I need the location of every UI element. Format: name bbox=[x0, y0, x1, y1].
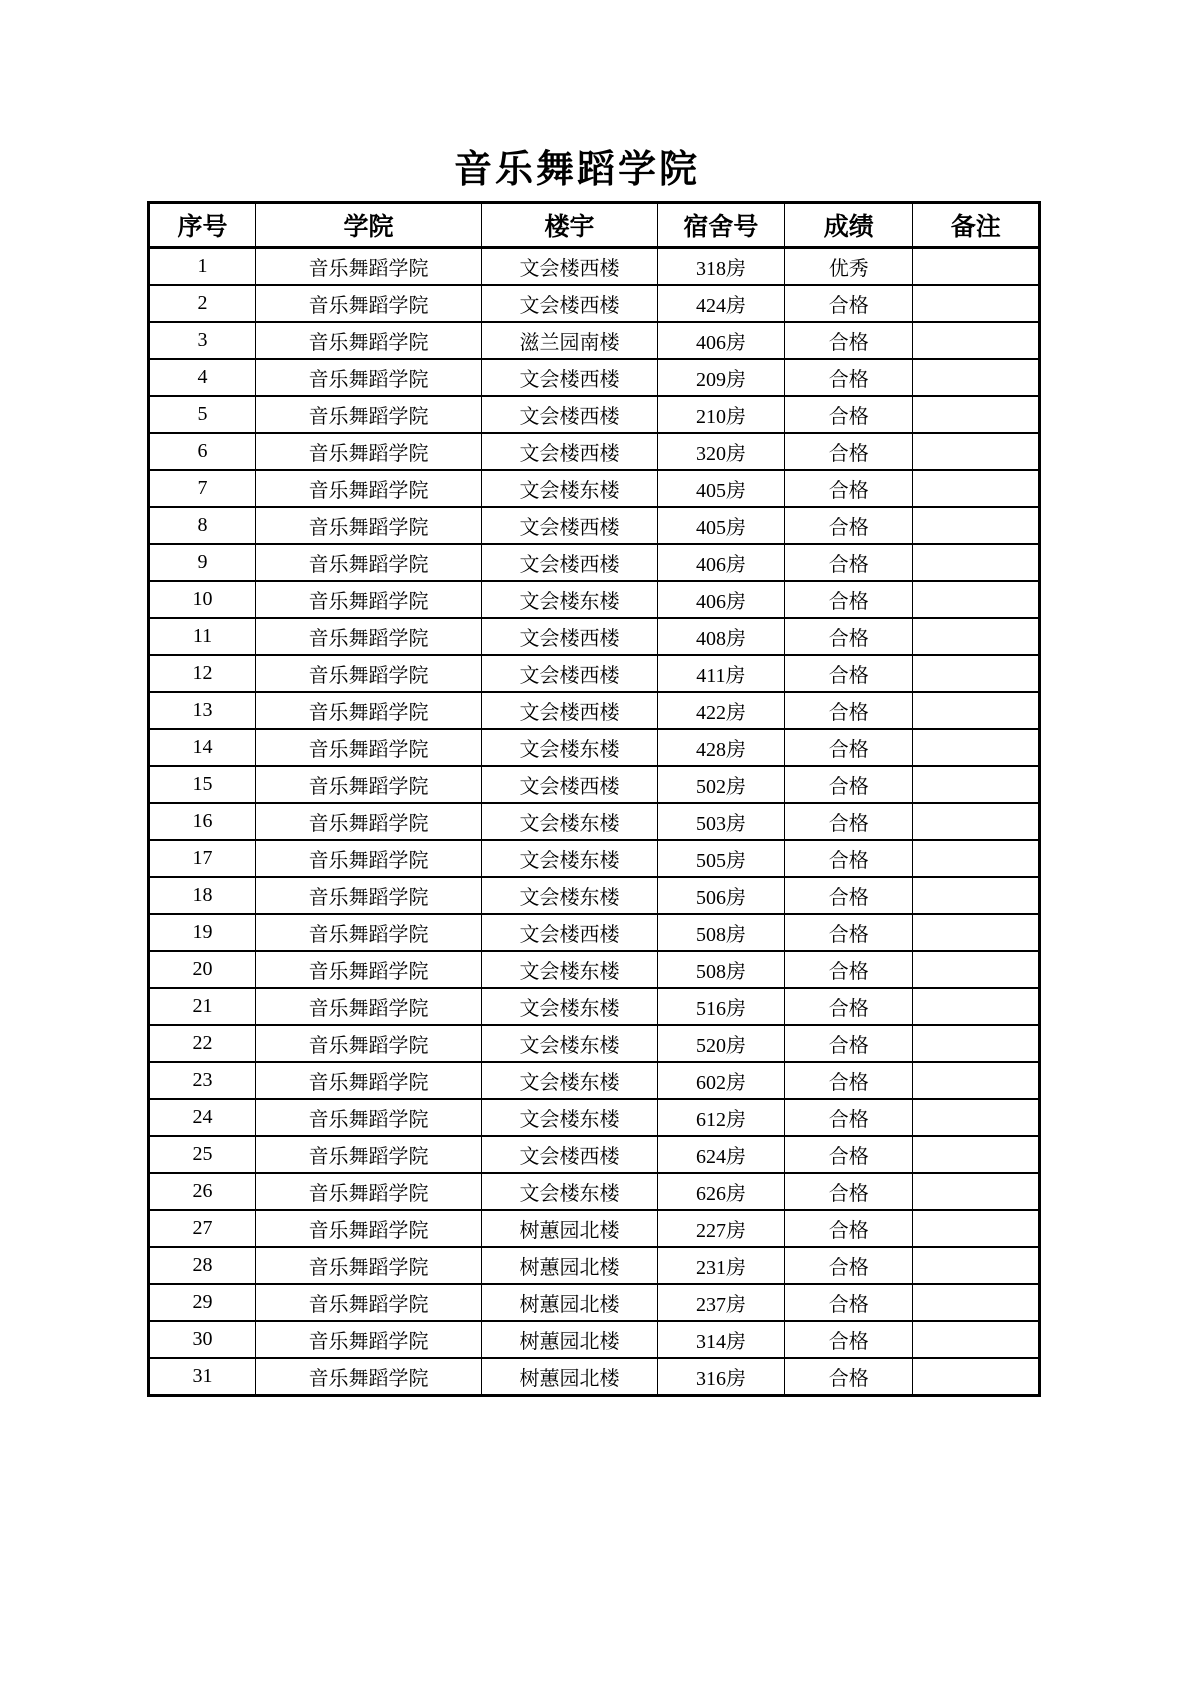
table-header-row bbox=[149, 203, 1040, 248]
cell-index: 23 bbox=[149, 1062, 256, 1099]
column-header-building: 楼宇 bbox=[482, 203, 658, 248]
table-row bbox=[149, 729, 1040, 766]
cell-index: 29 bbox=[149, 1284, 256, 1321]
cell-index: 12 bbox=[149, 655, 256, 692]
cell-building: 文会楼西楼 bbox=[482, 248, 658, 286]
cell-room: 209房 bbox=[657, 359, 784, 396]
cell-remark bbox=[913, 1284, 1040, 1321]
table-row bbox=[149, 322, 1040, 359]
cell-grade: 优秀 bbox=[785, 248, 913, 286]
cell-remark bbox=[913, 1321, 1040, 1358]
cell-college: 音乐舞蹈学院 bbox=[255, 1062, 481, 1099]
cell-college: 音乐舞蹈学院 bbox=[255, 729, 481, 766]
cell-building: 文会楼东楼 bbox=[482, 1099, 658, 1136]
cell-college: 音乐舞蹈学院 bbox=[255, 618, 481, 655]
table-row bbox=[149, 1247, 1040, 1284]
cell-college: 音乐舞蹈学院 bbox=[255, 988, 481, 1025]
cell-college: 音乐舞蹈学院 bbox=[255, 285, 481, 322]
cell-index: 16 bbox=[149, 803, 256, 840]
cell-college: 音乐舞蹈学院 bbox=[255, 507, 481, 544]
cell-building: 文会楼西楼 bbox=[482, 618, 658, 655]
cell-room: 406房 bbox=[657, 581, 784, 618]
cell-building: 文会楼西楼 bbox=[482, 507, 658, 544]
cell-remark bbox=[913, 951, 1040, 988]
cell-building: 树蕙园北楼 bbox=[482, 1358, 658, 1396]
cell-room: 505房 bbox=[657, 840, 784, 877]
table-row bbox=[149, 470, 1040, 507]
column-header-remark: 备注 bbox=[913, 203, 1040, 248]
cell-index: 27 bbox=[149, 1210, 256, 1247]
cell-index: 6 bbox=[149, 433, 256, 470]
cell-room: 320房 bbox=[657, 433, 784, 470]
cell-building: 滋兰园南楼 bbox=[482, 322, 658, 359]
cell-grade: 合格 bbox=[785, 1247, 913, 1284]
cell-college: 音乐舞蹈学院 bbox=[255, 1321, 481, 1358]
cell-grade: 合格 bbox=[785, 692, 913, 729]
cell-index: 20 bbox=[149, 951, 256, 988]
table-row bbox=[149, 581, 1040, 618]
page-title: 音乐舞蹈学院 bbox=[453, 149, 700, 191]
cell-remark bbox=[913, 914, 1040, 951]
cell-grade: 合格 bbox=[785, 729, 913, 766]
cell-grade: 合格 bbox=[785, 1025, 913, 1062]
cell-index: 25 bbox=[149, 1136, 256, 1173]
table-row bbox=[149, 396, 1040, 433]
cell-room: 506房 bbox=[657, 877, 784, 914]
cell-building: 树蕙园北楼 bbox=[482, 1284, 658, 1321]
cell-room: 314房 bbox=[657, 1321, 784, 1358]
cell-room: 408房 bbox=[657, 618, 784, 655]
cell-grade: 合格 bbox=[785, 1173, 913, 1210]
cell-remark bbox=[913, 692, 1040, 729]
table-row bbox=[149, 877, 1040, 914]
cell-building: 文会楼西楼 bbox=[482, 655, 658, 692]
column-header-room: 宿舍号 bbox=[657, 203, 784, 248]
cell-index: 18 bbox=[149, 877, 256, 914]
cell-room: 406房 bbox=[657, 322, 784, 359]
cell-grade: 合格 bbox=[785, 433, 913, 470]
cell-room: 210房 bbox=[657, 396, 784, 433]
cell-college: 音乐舞蹈学院 bbox=[255, 951, 481, 988]
cell-remark bbox=[913, 248, 1040, 286]
cell-remark bbox=[913, 1173, 1040, 1210]
cell-index: 21 bbox=[149, 988, 256, 1025]
cell-remark bbox=[913, 470, 1040, 507]
cell-grade: 合格 bbox=[785, 840, 913, 877]
cell-college: 音乐舞蹈学院 bbox=[255, 1210, 481, 1247]
cell-grade: 合格 bbox=[785, 1136, 913, 1173]
cell-college: 音乐舞蹈学院 bbox=[255, 1136, 481, 1173]
cell-remark bbox=[913, 766, 1040, 803]
cell-building: 文会楼西楼 bbox=[482, 692, 658, 729]
cell-building: 文会楼东楼 bbox=[482, 1062, 658, 1099]
cell-grade: 合格 bbox=[785, 1210, 913, 1247]
table-row bbox=[149, 1173, 1040, 1210]
cell-college: 音乐舞蹈学院 bbox=[255, 396, 481, 433]
cell-room: 508房 bbox=[657, 951, 784, 988]
cell-building: 文会楼西楼 bbox=[482, 359, 658, 396]
table-row bbox=[149, 1062, 1040, 1099]
cell-building: 文会楼东楼 bbox=[482, 877, 658, 914]
cell-room: 406房 bbox=[657, 544, 784, 581]
cell-remark bbox=[913, 507, 1040, 544]
cell-remark bbox=[913, 988, 1040, 1025]
cell-building: 树蕙园北楼 bbox=[482, 1247, 658, 1284]
cell-remark bbox=[913, 285, 1040, 322]
table-row bbox=[149, 359, 1040, 396]
cell-remark bbox=[913, 840, 1040, 877]
cell-room: 626房 bbox=[657, 1173, 784, 1210]
table-row bbox=[149, 1025, 1040, 1062]
cell-college: 音乐舞蹈学院 bbox=[255, 544, 481, 581]
cell-index: 24 bbox=[149, 1099, 256, 1136]
cell-index: 5 bbox=[149, 396, 256, 433]
table-row bbox=[149, 766, 1040, 803]
cell-building: 文会楼西楼 bbox=[482, 396, 658, 433]
cell-college: 音乐舞蹈学院 bbox=[255, 914, 481, 951]
table-row bbox=[149, 914, 1040, 951]
column-header-index: 序号 bbox=[149, 203, 256, 248]
cell-grade: 合格 bbox=[785, 1321, 913, 1358]
cell-room: 508房 bbox=[657, 914, 784, 951]
table-row bbox=[149, 1321, 1040, 1358]
cell-college: 音乐舞蹈学院 bbox=[255, 840, 481, 877]
table-row bbox=[149, 248, 1040, 286]
cell-index: 30 bbox=[149, 1321, 256, 1358]
cell-grade: 合格 bbox=[785, 655, 913, 692]
cell-grade: 合格 bbox=[785, 322, 913, 359]
table-row bbox=[149, 1358, 1040, 1396]
table-row bbox=[149, 285, 1040, 322]
cell-grade: 合格 bbox=[785, 544, 913, 581]
cell-index: 28 bbox=[149, 1247, 256, 1284]
cell-room: 520房 bbox=[657, 1025, 784, 1062]
cell-building: 文会楼西楼 bbox=[482, 544, 658, 581]
cell-college: 音乐舞蹈学院 bbox=[255, 1284, 481, 1321]
table-row bbox=[149, 1210, 1040, 1247]
cell-building: 树蕙园北楼 bbox=[482, 1321, 658, 1358]
cell-remark bbox=[913, 1136, 1040, 1173]
cell-room: 411房 bbox=[657, 655, 784, 692]
cell-grade: 合格 bbox=[785, 914, 913, 951]
cell-room: 231房 bbox=[657, 1247, 784, 1284]
cell-index: 9 bbox=[149, 544, 256, 581]
cell-remark bbox=[913, 433, 1040, 470]
cell-college: 音乐舞蹈学院 bbox=[255, 433, 481, 470]
cell-building: 文会楼东楼 bbox=[482, 581, 658, 618]
cell-room: 502房 bbox=[657, 766, 784, 803]
cell-room: 602房 bbox=[657, 1062, 784, 1099]
cell-room: 424房 bbox=[657, 285, 784, 322]
cell-index: 2 bbox=[149, 285, 256, 322]
cell-remark bbox=[913, 581, 1040, 618]
cell-building: 文会楼西楼 bbox=[482, 1136, 658, 1173]
cell-index: 22 bbox=[149, 1025, 256, 1062]
cell-grade: 合格 bbox=[785, 988, 913, 1025]
cell-room: 428房 bbox=[657, 729, 784, 766]
cell-room: 316房 bbox=[657, 1358, 784, 1396]
cell-remark bbox=[913, 729, 1040, 766]
cell-college: 音乐舞蹈学院 bbox=[255, 359, 481, 396]
table-body bbox=[149, 248, 1040, 1396]
cell-building: 文会楼东楼 bbox=[482, 1173, 658, 1210]
cell-building: 树蕙园北楼 bbox=[482, 1210, 658, 1247]
cell-room: 503房 bbox=[657, 803, 784, 840]
cell-remark bbox=[913, 1025, 1040, 1062]
cell-room: 237房 bbox=[657, 1284, 784, 1321]
cell-room: 612房 bbox=[657, 1099, 784, 1136]
cell-remark bbox=[913, 1358, 1040, 1396]
cell-college: 音乐舞蹈学院 bbox=[255, 581, 481, 618]
cell-remark bbox=[913, 803, 1040, 840]
cell-remark bbox=[913, 877, 1040, 914]
cell-remark bbox=[913, 618, 1040, 655]
cell-index: 17 bbox=[149, 840, 256, 877]
cell-grade: 合格 bbox=[785, 359, 913, 396]
table-row bbox=[149, 1136, 1040, 1173]
cell-college: 音乐舞蹈学院 bbox=[255, 248, 481, 286]
cell-building: 文会楼西楼 bbox=[482, 914, 658, 951]
cell-college: 音乐舞蹈学院 bbox=[255, 322, 481, 359]
cell-room: 624房 bbox=[657, 1136, 784, 1173]
cell-room: 227房 bbox=[657, 1210, 784, 1247]
cell-college: 音乐舞蹈学院 bbox=[255, 1099, 481, 1136]
cell-building: 文会楼西楼 bbox=[482, 433, 658, 470]
cell-room: 516房 bbox=[657, 988, 784, 1025]
table-row bbox=[149, 655, 1040, 692]
cell-college: 音乐舞蹈学院 bbox=[255, 655, 481, 692]
cell-grade: 合格 bbox=[785, 1062, 913, 1099]
table-row bbox=[149, 1099, 1040, 1136]
table-row bbox=[149, 433, 1040, 470]
cell-index: 26 bbox=[149, 1173, 256, 1210]
cell-college: 音乐舞蹈学院 bbox=[255, 766, 481, 803]
cell-remark bbox=[913, 655, 1040, 692]
cell-college: 音乐舞蹈学院 bbox=[255, 1358, 481, 1396]
cell-grade: 合格 bbox=[785, 1284, 913, 1321]
table-row bbox=[149, 507, 1040, 544]
cell-index: 15 bbox=[149, 766, 256, 803]
cell-remark bbox=[913, 1210, 1040, 1247]
cell-grade: 合格 bbox=[785, 766, 913, 803]
table-row bbox=[149, 618, 1040, 655]
cell-building: 文会楼东楼 bbox=[482, 1025, 658, 1062]
cell-room: 318房 bbox=[657, 248, 784, 286]
cell-index: 1 bbox=[149, 248, 256, 286]
cell-college: 音乐舞蹈学院 bbox=[255, 470, 481, 507]
cell-remark bbox=[913, 544, 1040, 581]
cell-grade: 合格 bbox=[785, 1099, 913, 1136]
cell-grade: 合格 bbox=[785, 470, 913, 507]
cell-building: 文会楼东楼 bbox=[482, 840, 658, 877]
cell-remark bbox=[913, 1247, 1040, 1284]
cell-building: 文会楼西楼 bbox=[482, 766, 658, 803]
cell-room: 405房 bbox=[657, 507, 784, 544]
cell-grade: 合格 bbox=[785, 581, 913, 618]
cell-building: 文会楼东楼 bbox=[482, 729, 658, 766]
cell-remark bbox=[913, 1099, 1040, 1136]
cell-college: 音乐舞蹈学院 bbox=[255, 1247, 481, 1284]
cell-room: 405房 bbox=[657, 470, 784, 507]
cell-index: 8 bbox=[149, 507, 256, 544]
cell-index: 4 bbox=[149, 359, 256, 396]
table-row bbox=[149, 840, 1040, 877]
cell-index: 7 bbox=[149, 470, 256, 507]
cell-index: 10 bbox=[149, 581, 256, 618]
cell-remark bbox=[913, 396, 1040, 433]
cell-grade: 合格 bbox=[785, 396, 913, 433]
column-header-college: 学院 bbox=[255, 203, 481, 248]
cell-building: 文会楼东楼 bbox=[482, 988, 658, 1025]
cell-index: 3 bbox=[149, 322, 256, 359]
column-header-grade: 成绩 bbox=[785, 203, 913, 248]
cell-building: 文会楼东楼 bbox=[482, 470, 658, 507]
cell-grade: 合格 bbox=[785, 618, 913, 655]
table-row bbox=[149, 803, 1040, 840]
table-row bbox=[149, 1284, 1040, 1321]
cell-college: 音乐舞蹈学院 bbox=[255, 692, 481, 729]
cell-grade: 合格 bbox=[785, 951, 913, 988]
cell-remark bbox=[913, 1062, 1040, 1099]
table-row bbox=[149, 544, 1040, 581]
table-row bbox=[149, 951, 1040, 988]
cell-index: 19 bbox=[149, 914, 256, 951]
table-row bbox=[149, 988, 1040, 1025]
cell-college: 音乐舞蹈学院 bbox=[255, 1025, 481, 1062]
cell-room: 422房 bbox=[657, 692, 784, 729]
cell-index: 11 bbox=[149, 618, 256, 655]
table-row bbox=[149, 692, 1040, 729]
cell-college: 音乐舞蹈学院 bbox=[255, 1173, 481, 1210]
cell-grade: 合格 bbox=[785, 1358, 913, 1396]
cell-index: 14 bbox=[149, 729, 256, 766]
cell-grade: 合格 bbox=[785, 507, 913, 544]
cell-remark bbox=[913, 359, 1040, 396]
cell-grade: 合格 bbox=[785, 803, 913, 840]
cell-index: 31 bbox=[149, 1358, 256, 1396]
cell-grade: 合格 bbox=[785, 285, 913, 322]
cell-remark bbox=[913, 322, 1040, 359]
cell-index: 13 bbox=[149, 692, 256, 729]
cell-college: 音乐舞蹈学院 bbox=[255, 803, 481, 840]
cell-building: 文会楼东楼 bbox=[482, 951, 658, 988]
cell-college: 音乐舞蹈学院 bbox=[255, 877, 481, 914]
dormitory-grade-table bbox=[147, 201, 1041, 1397]
cell-grade: 合格 bbox=[785, 877, 913, 914]
cell-building: 文会楼东楼 bbox=[482, 803, 658, 840]
cell-building: 文会楼西楼 bbox=[482, 285, 658, 322]
header-row bbox=[149, 203, 1040, 248]
